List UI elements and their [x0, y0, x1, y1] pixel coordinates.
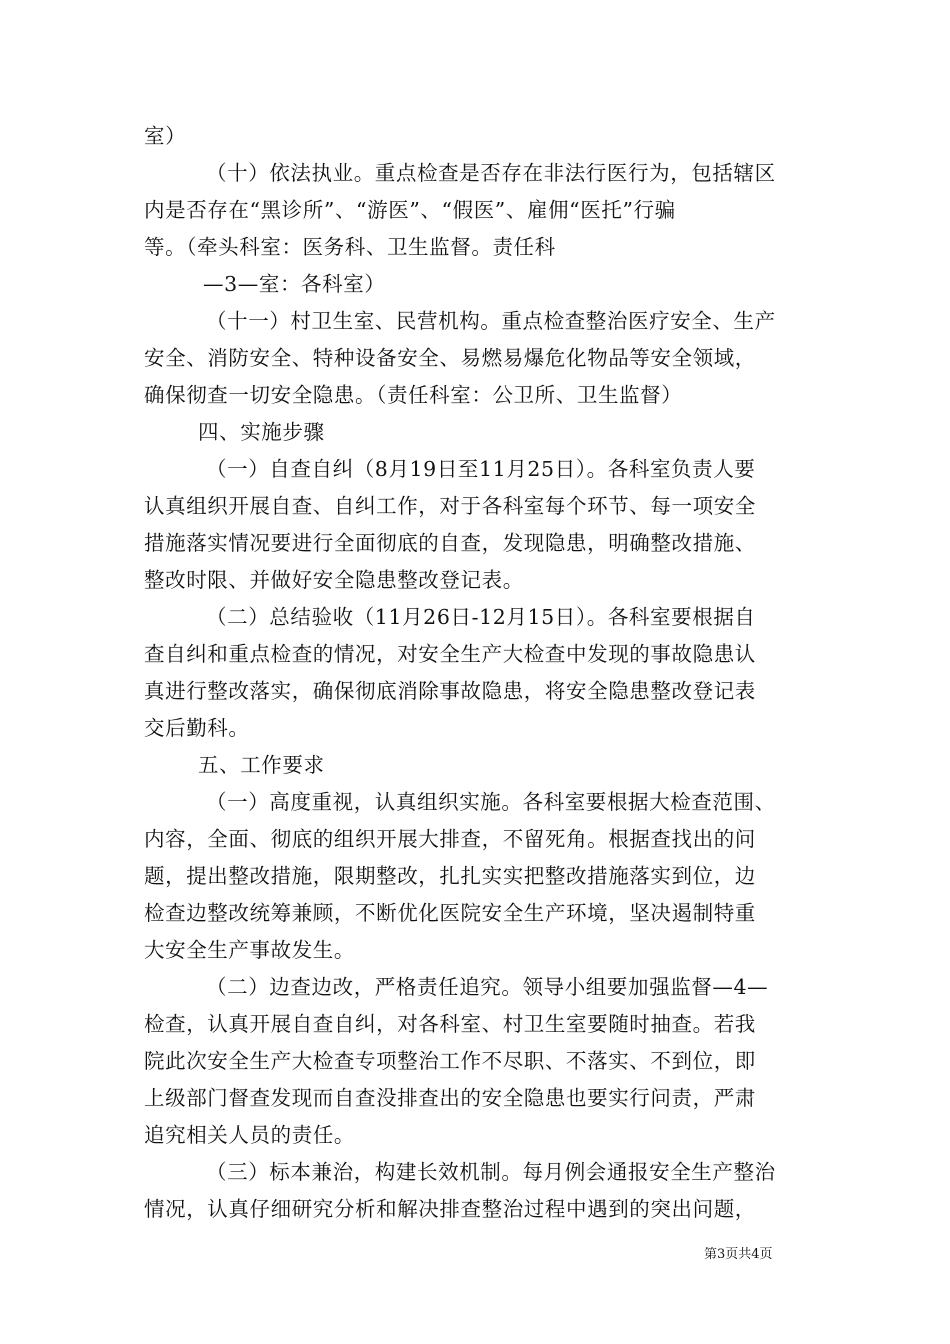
text-line-4: 等。（牵头科室：医务科、卫生监督。责任科 [144, 235, 556, 259]
text-line-1: 室） [144, 124, 187, 148]
text-line-17: 交后勤科。 [144, 716, 250, 740]
text-line-30: 情况，认真仔细研究分析和解决排查整治过程中遇到的突出问题， [144, 1197, 756, 1221]
text-line-25: 检查，认真开展自查自纠，对各科室、村卫生室要随时抽查。若我 [144, 1012, 756, 1036]
text-line-21: 题，提出整改措施，限期整改，扎扎实实把整改措施落实到位，边 [144, 864, 756, 888]
text-line-19: （一）高度重视，认真组织实施。各科室要根据大检查范围、 [206, 790, 776, 814]
text-line-12: 措施落实情况要进行全面彻底的自查，发现隐患，明确整改措施、 [144, 531, 756, 555]
text-line-11: 认真组织开展自查、自纠工作，对于各科室每个环节、每一项安全 [144, 494, 756, 518]
page-number-footer: 第3页共4页 [704, 1247, 773, 1262]
text-line-10: （一）自查自纠（8月19日至11月25日）。各科室负责人要 [206, 457, 756, 481]
text-line-26: 院此次安全生产大检查专项整治工作不尽职、不落实、不到位，即 [144, 1049, 756, 1073]
text-line-28: 追究相关人员的责任。 [144, 1123, 355, 1147]
section-heading-5: 五、工作要求 [198, 753, 325, 777]
text-line-14: （二）总结验收（11月26日-12月15日）。各科室要根据自 [206, 605, 756, 629]
text-line-16: 真进行整改落实，确保彻底消除事故隐患，将安全隐患整改登记表 [144, 679, 756, 703]
text-line-8: 确保彻查一切安全隐患。（责任科室：公卫所、卫生监督） [144, 383, 683, 407]
text-line-23: 大安全生产事故发生。 [144, 938, 355, 962]
text-line-24: （二）边查边改，严格责任追究。领导小组要加强监督—4— [206, 975, 769, 999]
text-line-20: 内容，全面、彻底的组织开展大排查，不留死角。根据查找出的问 [144, 827, 756, 851]
text-line-27: 上级部门督查发现而自查没排查出的安全隐患也要实行问责，严肃 [144, 1086, 756, 1110]
text-line-22: 检查边整改统筹兼顾，不断优化医院安全生产环境，坚决遏制特重 [144, 901, 756, 925]
text-line-6: （十一）村卫生室、民营机构。重点检查整治医疗安全、生产 [206, 309, 776, 333]
text-line-2: （十）依法执业。重点检查是否存在非法行医行为，包括辖区 [206, 161, 776, 185]
text-line-13: 整改时限、并做好安全隐患整改登记表。 [144, 568, 524, 592]
text-line-29: （三）标本兼治，构建长效机制。每月例会通报安全生产整治 [206, 1160, 776, 1184]
text-line-15: 查自纠和重点检查的情况，对安全生产大检查中发现的事故隐患认 [144, 642, 756, 666]
text-line-7: 安全、消防安全、特种设备安全、易燃易爆危化物品等安全领域， [144, 346, 756, 370]
section-heading-4: 四、实施步骤 [198, 420, 325, 444]
text-line-3: 内是否存在“黑诊所”、“游医”、“假医”、雇佣“医托”行骗 [144, 198, 676, 222]
text-line-5: —3—室：各科室） [203, 272, 386, 296]
